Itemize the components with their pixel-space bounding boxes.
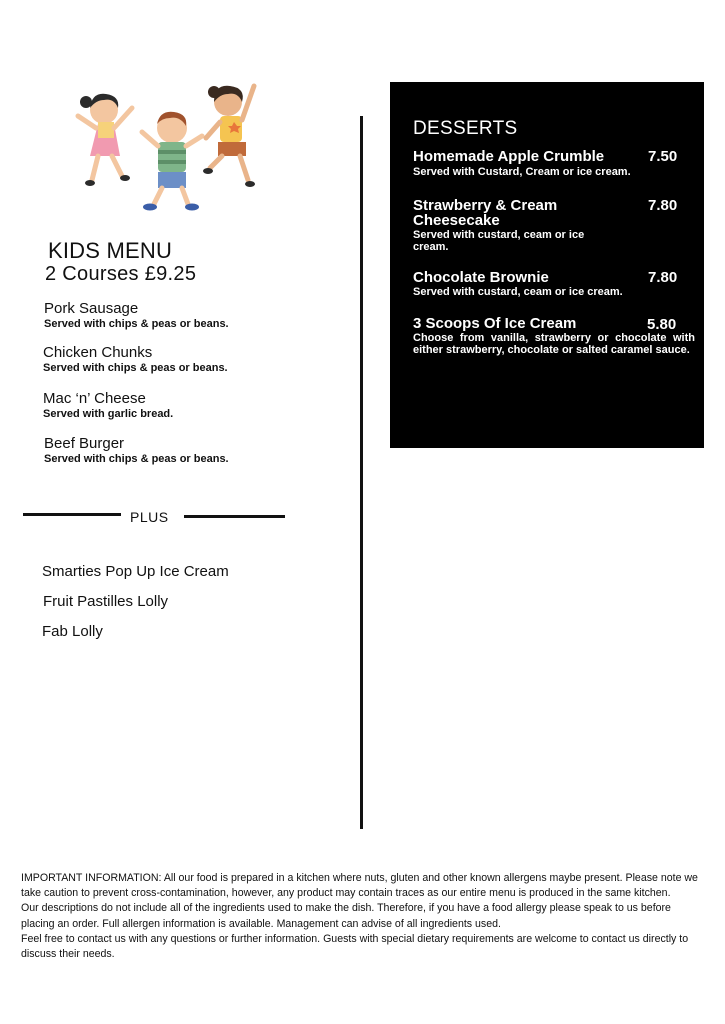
dessert-price: 5.80 [647,316,677,333]
plus-divider-left [23,513,121,516]
kids-item-desc: Served with garlic bread. [43,408,174,420]
girl-figure-right [203,86,255,187]
dessert-name: Homemade Apple Crumble [413,148,605,165]
dessert-desc: Choose from vanilla, strawberry or chocolate with either strawberry, chocolate or salted caramel sauce. [413,332,695,356]
desserts-panel [390,82,704,448]
kids-item [44,435,229,465]
kids-item [43,390,173,420]
dessert-name: 3 Scoops Of Ice Cream [413,315,577,332]
dessert-desc: Served with custard, ceam or ice cream. [413,229,585,253]
kids-item-name: Beef Burger [44,435,125,452]
dessert-item [413,198,603,253]
kids-item [43,344,228,374]
kids-item-name: Pork Sausage [44,300,139,317]
kids-menu-title: KIDS MENU [48,238,173,263]
kids-illustration [70,80,270,220]
dessert-price: 7.50 [648,148,678,165]
dessert-name: Chocolate Brownie [413,269,549,286]
dessert-desc: Served with custard, ceam or ice cream. [413,286,623,298]
info-paragraph: Our descriptions do not include all of the ingredients used to make the dish. Therefore, if you have a food allergy please speak to us before placing an order. Full allergen information is available. Management can advise of all ingredients used. [21,902,671,930]
girl-figure-left [78,94,132,186]
kids-item-desc: Served with chips & peas or beans. [44,318,229,330]
info-paragraph: IMPORTANT INFORMATION: All our food is prepared in a kitchen where nuts, gluten and other known allergens maybe present. Please note we take caution to prevent cross-contamination, however, any product may contain traces as our entire menu is produced in the same kitchen. [21,872,698,900]
dessert-desc: Served with Custard, Cream or ice cream. [413,166,631,178]
kids-item-desc: Served with chips & peas or beans. [44,453,229,465]
extra-item: Smarties Pop Up Ice Cream [42,563,229,580]
extra-item: Fab Lolly [42,623,103,640]
plus-divider-right [184,515,285,518]
desserts-title: DESSERTS [413,118,518,139]
boy-figure-middle [142,112,202,211]
kids-item-name: Chicken Chunks [43,344,153,361]
allergen-information [21,871,706,962]
dessert-name: Strawberry & Cream Cheesecake [413,197,558,229]
extra-item: Fruit Pastilles Lolly [43,593,169,610]
kids-menu-price: 2 Courses £9.25 [45,263,197,285]
kids-item-name: Mac ‘n’ Cheese [43,390,146,407]
column-divider [360,116,363,829]
kids-item-desc: Served with chips & peas or beans. [43,362,228,374]
kids-item [44,300,229,330]
dessert-price: 7.80 [648,197,678,214]
info-paragraph: Feel free to contact us with any questions or further information. Guests with special dietary requirements are welcome to contact us directly to discuss their needs. [21,932,689,961]
plus-label: PLUS [130,509,169,525]
dessert-price: 7.80 [648,269,678,286]
